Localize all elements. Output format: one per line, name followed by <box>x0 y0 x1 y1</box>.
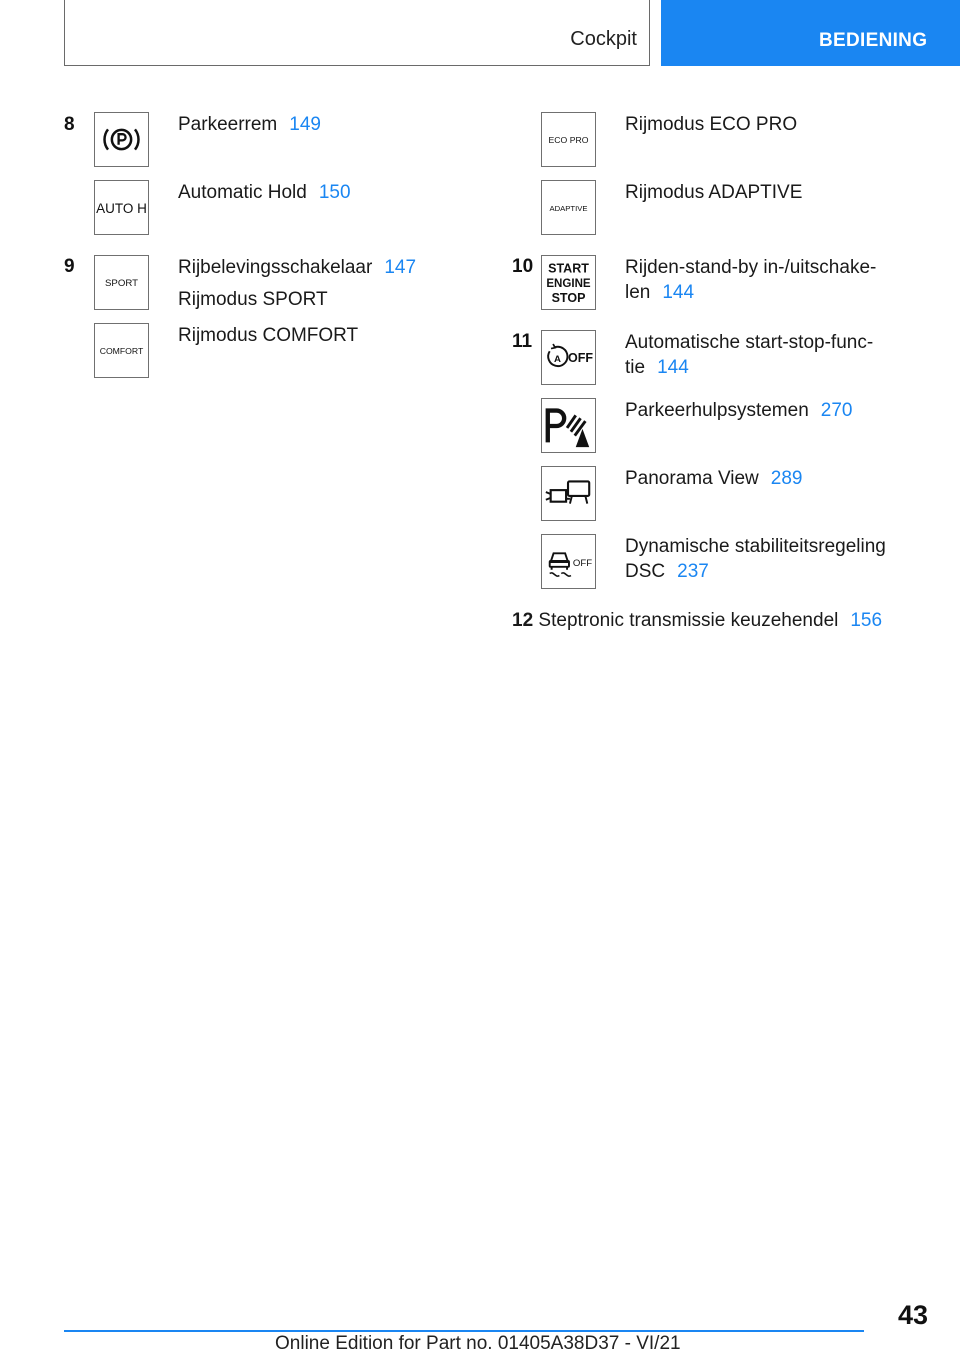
icon-text: ECO PRO <box>548 134 589 145</box>
icon-text: COMFORT <box>99 345 144 356</box>
page-reference-link[interactable]: 147 <box>384 257 417 278</box>
eco-pro-icon <box>541 112 596 167</box>
header-section-box <box>64 0 650 66</box>
start-engine-stop-icon <box>541 255 596 310</box>
entry-label: Steptronic transmissie keuzehendel <box>538 610 839 631</box>
entry-parkeerrem <box>178 112 321 137</box>
entry-label: Rijmodus ADAPTIVE <box>625 182 803 203</box>
icon-text-start: START <box>548 261 589 276</box>
entry-label-line2: DSC <box>625 561 666 582</box>
icon-text-engine: ENGINE <box>546 277 591 290</box>
entry-rijmodus-eco-pro <box>625 112 797 137</box>
svg-text:A: A <box>553 353 561 365</box>
entry-label-line2: len <box>625 282 651 303</box>
auto-hold-icon <box>94 180 149 235</box>
item-number-12: 12 <box>512 610 534 631</box>
icon-text: OFF <box>572 557 593 569</box>
icon-text: AUTO H <box>96 200 147 216</box>
header-chapter-label: BEDIENING <box>819 30 928 51</box>
entry-label-line1: Dynamische stabiliteitsregeling <box>625 536 886 557</box>
footer-divider <box>64 1330 864 1332</box>
entry-parkeerhulpsystemen <box>625 398 852 423</box>
entry-label-line1: Rijden-stand-by in-/uitschake- <box>625 257 877 278</box>
entry-auto-start-stop <box>625 330 873 380</box>
icon-text-stop: STOP <box>551 291 586 306</box>
entry-label: Parkeerhulpsystemen <box>625 400 809 421</box>
entry-panorama-view <box>625 466 802 491</box>
entry-label-line2: tie <box>625 357 646 378</box>
adaptive-icon <box>541 180 596 235</box>
page-reference-link[interactable]: 150 <box>318 182 351 203</box>
page-reference-link[interactable]: 156 <box>850 610 883 631</box>
page-reference-link[interactable]: 149 <box>289 114 321 135</box>
item-number-11: 11 <box>512 331 533 352</box>
entry-label: Parkeerrem <box>178 114 278 135</box>
entry-rijden-stand-by <box>625 255 876 305</box>
parking-brake-icon <box>94 112 149 167</box>
entry-steptronic <box>512 608 882 633</box>
entry-dsc <box>625 534 886 584</box>
item-number-9: 9 <box>64 256 75 277</box>
entry-rijmodus-comfort <box>178 323 358 348</box>
header-section-title: Cockpit <box>570 28 637 50</box>
page-number: 43 <box>897 1300 928 1330</box>
entry-label: Rijbelevingsschakelaar <box>178 257 373 278</box>
entry-label: Rijmodus COMFORT <box>178 325 359 346</box>
header-chapter-tab <box>661 0 960 66</box>
entry-rijbelevingsschakelaar <box>178 255 416 312</box>
item-number-10: 10 <box>512 256 534 277</box>
entry-label: Automatic Hold <box>178 182 307 203</box>
entry-label: Panorama View <box>625 468 759 489</box>
page-reference-link[interactable]: 144 <box>662 282 695 303</box>
dsc-off-icon <box>541 534 596 589</box>
comfort-icon <box>94 323 149 378</box>
item-number-8: 8 <box>64 114 75 135</box>
park-assist-icon <box>541 398 596 453</box>
icon-text: SPORT <box>105 277 138 289</box>
page-reference-link[interactable]: 270 <box>820 400 853 421</box>
entry-label: Rijmodus ECO PRO <box>625 114 798 135</box>
entry-automatic-hold <box>178 180 351 205</box>
page-reference-link[interactable]: 237 <box>677 561 709 582</box>
auto-start-stop-off-icon <box>541 330 596 385</box>
entry-label-line1: Automatische start-stop-func- <box>625 332 874 353</box>
footer-edition-text: Online Edition for Part no. 01405A38D37 - VI/21 <box>275 1333 681 1354</box>
entry-sub-label: Rijmodus SPORT <box>178 289 328 310</box>
page-reference-link[interactable]: 289 <box>770 468 803 489</box>
page-reference-link[interactable]: 144 <box>657 357 689 378</box>
sport-icon <box>94 255 149 310</box>
panorama-view-icon <box>541 466 596 521</box>
icon-text: ADAPTIVE <box>549 203 588 213</box>
icon-text: OFF <box>568 350 594 365</box>
entry-rijmodus-adaptive <box>625 180 802 205</box>
